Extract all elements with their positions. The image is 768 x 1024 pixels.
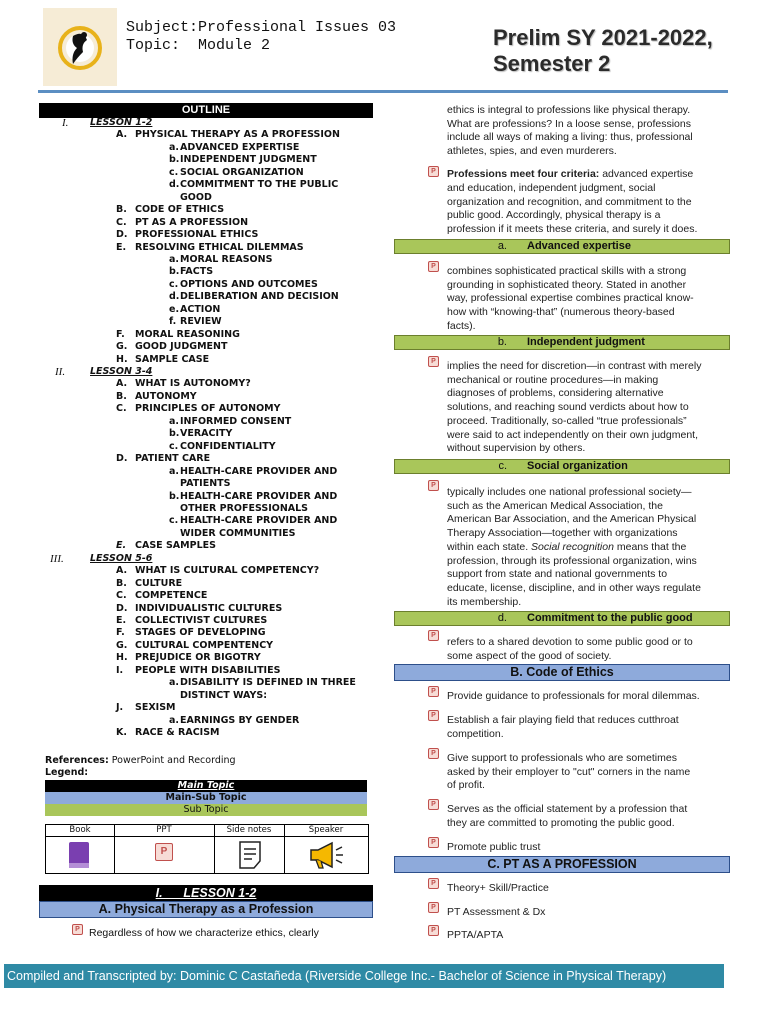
pt-as-profession-heading: A. Physical Therapy as a Profession bbox=[39, 901, 373, 918]
outline-item: MORAL REASONING bbox=[135, 328, 240, 340]
paragraph-line: support from state and national governments to bbox=[447, 568, 668, 581]
paragraph-line: include all ways of making a living: thus, professional bbox=[447, 131, 693, 144]
outline-item: COLLECTIVIST CULTURES bbox=[135, 615, 268, 626]
ppt-icon: P bbox=[428, 799, 439, 810]
outline-item: INDIVIDUALISTIC CULTURES bbox=[135, 602, 283, 614]
prelim-title bbox=[493, 25, 713, 77]
outline-item: DISTINCT WAYS: bbox=[180, 689, 268, 701]
ppt-icon: P bbox=[428, 878, 439, 889]
outline-marker: C. bbox=[116, 403, 127, 415]
paragraph-line: grounding in sophisticated theory. Stated in another bbox=[447, 278, 687, 291]
references-label: References: bbox=[45, 755, 109, 766]
book-icon bbox=[67, 841, 91, 869]
paragraph-line: What are professions? In a loose sense, professions bbox=[447, 117, 691, 130]
outline-item: OPTIONS AND OUTCOMES bbox=[180, 278, 318, 290]
paragraph-line: refers to a shared devotion to some public good or to bbox=[447, 636, 693, 648]
outline-item: CULTURAL COMPENTENCY bbox=[135, 639, 274, 651]
paragraph-line: some aspect of the good of society. bbox=[447, 649, 612, 662]
outline-item: GOOD JUDGMENT bbox=[135, 341, 228, 353]
paragraph-line: profession if it meets these criteria, and surely it does. bbox=[447, 223, 698, 236]
outline-item: HEALTH-CARE PROVIDER AND bbox=[180, 490, 338, 502]
legend-book-label: Book bbox=[46, 825, 114, 837]
outline-marker: c. bbox=[169, 515, 179, 527]
outline-item: REVIEW bbox=[180, 316, 222, 328]
paragraph-line: combines sophisticated practical skills with a strong bbox=[447, 265, 687, 277]
notes-icon bbox=[238, 841, 262, 869]
legend-book-cell bbox=[46, 825, 115, 873]
references-value: PowerPoint and Recording bbox=[111, 755, 236, 766]
outline-marker: c. bbox=[169, 278, 179, 290]
outline-marker: C. bbox=[116, 216, 127, 228]
sub-topic-public-good bbox=[394, 611, 730, 626]
subject-topic-block bbox=[126, 19, 396, 55]
outline-marker: b. bbox=[169, 428, 180, 440]
topic-label: Topic: bbox=[126, 37, 181, 54]
outline-marker: B. bbox=[116, 204, 127, 216]
paragraph-line: facts). bbox=[447, 319, 476, 332]
sub-topic-independent-judgment bbox=[394, 335, 730, 350]
outline-item: INDEPENDENT JUDGMENT bbox=[180, 154, 317, 166]
sub-topic-independent-judgment-label: b. bbox=[497, 336, 507, 348]
outline-marker: a. bbox=[169, 415, 180, 427]
outline-item: PT AS A PROFESSION bbox=[135, 216, 249, 228]
ppt-icon: P bbox=[428, 630, 439, 641]
lesson-1-2-heading: I. LESSON 1-2 bbox=[39, 885, 373, 901]
pt-item: PT Assessment & Dx bbox=[447, 906, 546, 918]
ppt-icon: P bbox=[428, 710, 439, 721]
legend-speaker-label: Speaker bbox=[284, 825, 368, 837]
paragraph-line: way, professional expertise combines practical know- bbox=[447, 292, 694, 305]
paragraph-line: solutions, and reaching sound verdicts about how to bbox=[447, 401, 689, 414]
outline-marker: I. bbox=[62, 117, 69, 129]
outline-marker: A. bbox=[116, 565, 128, 577]
outline-marker: b. bbox=[169, 266, 180, 278]
sub-topic-advanced-expertise-title: Advanced expertise bbox=[527, 240, 631, 252]
code-item-line: Establish a fair playing field that reduces cutthroat bbox=[447, 714, 679, 726]
legend-side-notes-label: Side notes bbox=[214, 825, 284, 837]
outline-item: SEXISM bbox=[135, 702, 176, 714]
ppt-icon: P bbox=[428, 902, 439, 913]
code-item-line: Give support to professionals who are sometimes bbox=[447, 752, 677, 764]
outline-item: WIDER COMMUNITIES bbox=[180, 527, 296, 539]
outline-item: PATIENTS bbox=[180, 478, 231, 490]
legend-speaker-cell bbox=[284, 825, 368, 873]
outline-lesson: LESSON 3-4 bbox=[90, 366, 153, 377]
legend-main-topic: Main Topic bbox=[45, 780, 367, 792]
outline-item: EARNINGS BY GENDER bbox=[180, 714, 300, 726]
outline-marker: c. bbox=[169, 166, 179, 178]
ppt-icon: P bbox=[72, 924, 83, 935]
outline-item: WHAT IS AUTONOMY? bbox=[135, 378, 251, 390]
text-run: within each state. bbox=[447, 540, 532, 553]
pt-item: Theory+ Skill/Practice bbox=[447, 882, 549, 894]
legend-side-notes-cell bbox=[214, 825, 285, 873]
ppt-icon: P bbox=[428, 686, 439, 697]
legend-icon-table bbox=[45, 824, 369, 874]
outline-marker: a. bbox=[169, 677, 180, 689]
footer-credits: Compiled and Transcripted by: Dominic C Castañeda (Riverside College Inc.- Bachelor of Science in Physical Therapy) bbox=[4, 964, 724, 988]
ppt-icon: P bbox=[428, 748, 439, 759]
paragraph-line: profession, through its professional organization, wins bbox=[447, 554, 697, 567]
paragraph-line: how with “knowing-that” (numerous theory-based bbox=[447, 306, 675, 319]
criteria-bold: Professions meet four criteria: bbox=[447, 168, 600, 180]
paragraph-line: Therapy Association—together with organizations bbox=[447, 527, 678, 540]
megaphone-icon bbox=[308, 840, 346, 870]
paragraph-line: organization and recognition, and commitment to the bbox=[447, 195, 692, 208]
outline-item: SOCIAL ORGANIZATION bbox=[180, 166, 304, 178]
outline-item: PEOPLE WITH DISABILITIES bbox=[135, 664, 281, 676]
outline-item: GOOD bbox=[180, 191, 212, 203]
code-item-line: Provide guidance to professionals for moral dilemmas. bbox=[447, 690, 700, 702]
paragraph-line bbox=[447, 541, 686, 555]
outline-marker: a. bbox=[169, 714, 180, 726]
outline-item: PRINCIPLES OF AUTONOMY bbox=[135, 403, 281, 415]
outline-marker: II. bbox=[55, 366, 66, 378]
outline-item: DISABILITY IS DEFINED IN THREE bbox=[180, 677, 356, 689]
outline-item: RESOLVING ETHICAL DILEMMAS bbox=[135, 241, 304, 253]
outline-marker: A. bbox=[116, 378, 128, 390]
outline-item: CONFIDENTIALITY bbox=[180, 440, 276, 452]
outline-item: AUTONOMY bbox=[135, 390, 197, 402]
sub-topic-advanced-expertise bbox=[394, 239, 730, 254]
outline-marker: b. bbox=[169, 490, 180, 502]
outline-marker: E. bbox=[116, 241, 127, 253]
outline-marker: a. bbox=[169, 465, 180, 477]
outline-item: INFORMED CONSENT bbox=[180, 415, 292, 427]
page-header bbox=[0, 0, 768, 92]
code-item-line: they are committed to promoting the public good. bbox=[447, 816, 675, 829]
outline-item: PREJUDICE OR BIGOTRY bbox=[135, 652, 261, 664]
logo-emblem-icon bbox=[43, 8, 117, 86]
outline-item: SAMPLE CASE bbox=[135, 353, 210, 365]
ppt-icon: P bbox=[428, 166, 439, 177]
outline-marker: c. bbox=[169, 440, 179, 452]
sub-topic-independent-judgment-title: Independent judgment bbox=[527, 336, 645, 348]
paragraph-line: ethics is integral to professions like physical therapy. bbox=[447, 104, 691, 116]
outline-marker: E. bbox=[116, 540, 127, 552]
outline-item: COMPETENCE bbox=[135, 590, 208, 602]
code-item-line: competition. bbox=[447, 727, 504, 740]
ppt-icon: P bbox=[428, 356, 439, 367]
criteria-text: advanced expertise bbox=[599, 168, 694, 180]
outline-marker: I. bbox=[116, 664, 124, 676]
code-of-ethics-heading: B. Code of Ethics bbox=[394, 664, 730, 681]
outline-item: STAGES OF DEVELOPING bbox=[135, 627, 266, 639]
outline-item: PATIENT CARE bbox=[135, 453, 211, 465]
outline-item: ADVANCED EXPERTISE bbox=[180, 141, 300, 153]
sub-topic-advanced-expertise-label: a. bbox=[497, 240, 507, 252]
paragraph-line: such as the American Medical Association, the bbox=[447, 499, 663, 512]
code-item-line: asked by their employer to "cut" corners in the name bbox=[447, 765, 691, 778]
outline-lesson: LESSON 1-2 bbox=[90, 117, 153, 128]
sub-topic-public-good-label: d. bbox=[497, 612, 507, 624]
outline-marker: a. bbox=[169, 141, 180, 153]
outline-marker: D. bbox=[116, 453, 128, 465]
outline-marker: f. bbox=[169, 316, 177, 328]
outline-item: PROFESSIONAL ETHICS bbox=[135, 229, 259, 241]
paragraph-line: athletes, spies, and even murderers. bbox=[447, 145, 617, 158]
legend-ppt-cell bbox=[114, 825, 215, 873]
ppt-icon: P bbox=[428, 925, 439, 936]
outline-marker: B. bbox=[116, 577, 127, 589]
criteria-line bbox=[447, 168, 693, 182]
references bbox=[45, 755, 236, 779]
outline-item: CASE SAMPLES bbox=[135, 540, 216, 552]
pt-as-profession-heading: C. PT AS A PROFESSION bbox=[394, 856, 730, 873]
outline-item: RACE & RACISM bbox=[135, 727, 220, 739]
code-item-line: Promote public trust bbox=[447, 841, 541, 853]
outline-marker: F. bbox=[116, 328, 125, 340]
paragraph-line: implies the need for discretion—in contrast with merely bbox=[447, 360, 702, 372]
outline-marker: d. bbox=[169, 179, 180, 191]
ppt-icon: P bbox=[428, 261, 439, 272]
sub-topic-public-good-title: Commitment to the public good bbox=[527, 612, 693, 624]
outline-item: FACTS bbox=[180, 266, 214, 278]
outline-marker: D. bbox=[116, 602, 128, 614]
outline-item: HEALTH-CARE PROVIDER AND bbox=[180, 465, 338, 477]
outline-item: COMMITMENT TO THE PUBLIC bbox=[180, 179, 339, 191]
outline-lesson: LESSON 5-6 bbox=[90, 552, 153, 564]
text-run-italic: Social recognition bbox=[531, 540, 614, 553]
sub-topic-social-organization-title: Social organization bbox=[527, 460, 628, 472]
header-divider bbox=[38, 90, 728, 93]
outline-item: VERACITY bbox=[180, 428, 233, 440]
outline-item: DELIBERATION AND DECISION bbox=[180, 291, 339, 303]
outline-marker: J. bbox=[116, 702, 124, 714]
paragraph-line: proceed. Traditionally, so-called “true professionals” bbox=[447, 414, 687, 427]
paragraph-line: typically includes one national professional society— bbox=[447, 486, 692, 498]
outline-item: CULTURE bbox=[135, 577, 183, 589]
sub-topic-social-organization bbox=[394, 459, 730, 474]
lesson-intro-text: Regardless of how we characterize ethics, clearly bbox=[89, 927, 319, 939]
sub-topic-social-organization-label: c. bbox=[498, 460, 507, 472]
paragraph-line: American Bar Association, and the American Physical bbox=[447, 513, 697, 526]
outline-title: OUTLINE bbox=[39, 103, 373, 118]
code-item-line: of profit. bbox=[447, 779, 485, 792]
outline-marker: a. bbox=[169, 253, 180, 265]
outline-item: MORAL REASONS bbox=[180, 253, 273, 265]
outline-marker: F. bbox=[116, 627, 125, 639]
ppt-icon: P bbox=[428, 480, 439, 491]
outline-item: ACTION bbox=[180, 303, 221, 315]
ppt-icon: P bbox=[428, 837, 439, 848]
subject-value: Professional Issues 03 bbox=[198, 19, 397, 36]
outline-marker: H. bbox=[116, 353, 128, 365]
outline-marker: G. bbox=[116, 639, 128, 651]
outline-marker: K. bbox=[116, 727, 127, 739]
outline-item: OTHER PROFESSIONALS bbox=[180, 502, 309, 514]
text-run: means that the bbox=[613, 540, 687, 553]
paragraph-line: educate, license, discipline, and in other ways regulate bbox=[447, 581, 701, 594]
legend-sub-topic: Sub Topic bbox=[45, 804, 367, 816]
paragraph-line: its membership. bbox=[447, 595, 522, 608]
outline-marker: D. bbox=[116, 229, 128, 241]
subject-label: Subject: bbox=[126, 19, 199, 36]
paragraph-line: without supervision by others. bbox=[447, 442, 586, 455]
outline-marker: H. bbox=[116, 652, 128, 664]
outline-marker: III. bbox=[50, 552, 64, 565]
paragraph-line: were said to act independently on their own judgment, bbox=[447, 428, 698, 441]
legend-main-sub-topic: Main-Sub Topic bbox=[45, 792, 367, 804]
outline-marker: A. bbox=[116, 129, 128, 141]
paragraph-line: public good. Accordingly, physical therapy is a bbox=[447, 209, 661, 222]
paragraph-line: mechanical or routine procedures—in making bbox=[447, 373, 659, 386]
outline-item: PHYSICAL THERAPY AS A PROFESSION bbox=[135, 129, 340, 141]
prelim-line-2: Semester 2 bbox=[493, 51, 611, 76]
paragraph-line: diagnoses of problems, considering alternative bbox=[447, 387, 664, 400]
prelim-line-1: Prelim SY 2021-2022, bbox=[493, 25, 713, 50]
code-item-line: Serves as the official statement by a profession that bbox=[447, 803, 688, 815]
outline-marker: b. bbox=[169, 154, 180, 166]
outline-marker: E. bbox=[116, 615, 127, 626]
pt-item: PPTA/APTA bbox=[447, 929, 504, 941]
outline-item: CODE OF ETHICS bbox=[135, 204, 225, 216]
ppt-icon: P bbox=[155, 843, 173, 861]
outline-marker: G. bbox=[116, 341, 128, 353]
legend-label: Legend: bbox=[45, 767, 89, 778]
outline-marker: C. bbox=[116, 590, 127, 602]
outline-marker: e. bbox=[169, 303, 180, 315]
outline-item: HEALTH-CARE PROVIDER AND bbox=[180, 515, 338, 527]
school-logo bbox=[43, 8, 117, 86]
outline-item: WHAT IS CULTURAL COMPETENCY? bbox=[135, 565, 320, 577]
outline-marker: d. bbox=[169, 291, 180, 303]
topic-value: Module 2 bbox=[198, 37, 271, 54]
legend-ppt-label: PPT bbox=[114, 825, 214, 837]
paragraph-line: and education, independent judgment, social bbox=[447, 182, 656, 194]
outline-marker: B. bbox=[116, 390, 127, 402]
